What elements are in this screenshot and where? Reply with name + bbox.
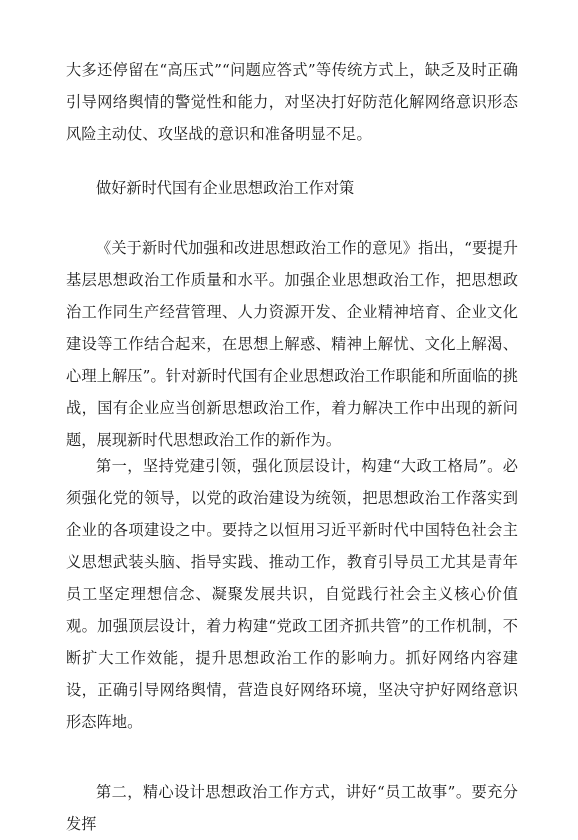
paragraph-intro: 《关于新时代加强和改进思想政治工作的意见》指出，“要提升基层思想政治工作质量和水平。加强企业思想政治工作，把思想政治工作同生产经营管理、人力资源开发、企业精神培育、企业文化建设等工作结合起来，在思想上解惑、精神上解忧、文化上解渴、心理上解压”。针对新时代国有企业思想政治工作职能和所面临的挑战，国有企业应当创新思想政治工作，着力解决工作中出现的新问题，展现新时代思想政治工作的新作为。: [66, 239, 518, 449]
section-heading: 做好新时代国有企业思想政治工作对策: [96, 179, 355, 197]
paragraph-continuation: 大多还停留在“高压式”“问题应答式”等传统方式上，缺乏及时正确引导网络舆情的警觉性和能力，对坚决打好防范化解网络意识形态风险主动仗、攻坚战的意识和准备明显不足。: [66, 61, 518, 143]
document-page: [66, 0, 518, 833]
paragraph-first-measure: 第一，坚持党建引领，强化顶层设计，构建“大政工格局”。必须强化党的领导，以党的政治建设为统领，把思想政治工作落实到企业的各项建设之中。要持之以恒用习近平新时代中国特色社会主义思想武装头脑、指导实践、推动工作，教育引导员工尤其是青年员工坚定理想信念、凝聚发展共识，自觉践行社会主义核心价值观。加强顶层设计，着力构建“党政工团齐抓共管”的工作机制，不断扩大工作效能，提升思想政治工作的影响力。抓好网络内容建设，正确引导网络舆情，营造良好网络环境，坚决守护好网络意识形态阵地。: [66, 457, 518, 731]
paragraph-second-measure: 第二，精心设计思想政治工作方式，讲好“员工故事”。要充分发挥: [66, 783, 518, 833]
